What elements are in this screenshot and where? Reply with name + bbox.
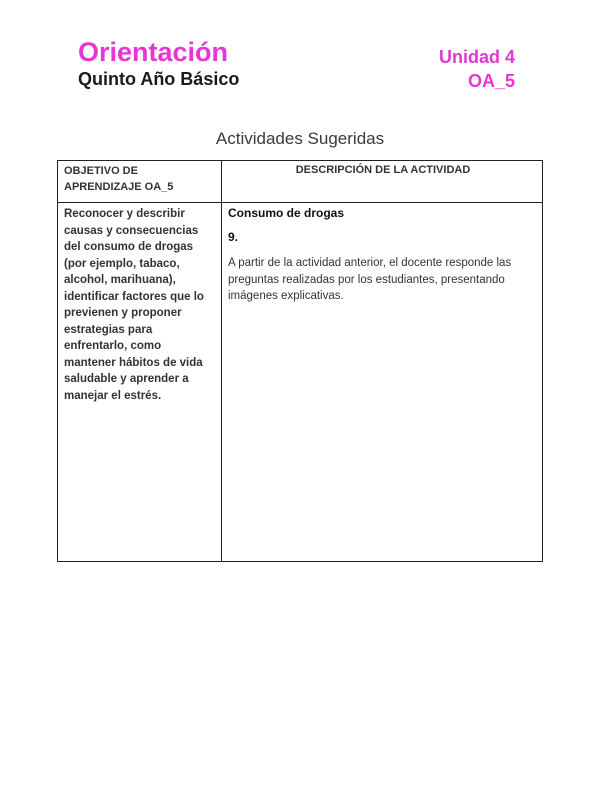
course-title: Quinto Año Básico — [78, 69, 240, 89]
objective-column-header: OBJETIVO DE APRENDIZAJE OA_5 — [64, 165, 174, 193]
oa-label: OA_5 — [467, 71, 515, 91]
activity-heading: Consumo de drogas — [228, 206, 345, 220]
objective-cell: Reconocer y describir causas y consecuencias del consumo de drogas (por ejemplo, tabaco, alcohol, marihuana), identificar factores que lo previenen y proponer estrategias para enfrentarlo, como mantener hábitos de vida saludable y aprender a manejar el estrés. — [64, 208, 204, 402]
activity-table — [57, 160, 543, 562]
activity-number: 9. — [228, 230, 239, 244]
description-column-header: DESCRIPCIÓN DE LA ACTIVIDAD — [295, 164, 471, 176]
subject-title: Orientación — [78, 37, 229, 67]
table-header-row — [58, 161, 542, 203]
column-divider — [221, 161, 222, 561]
section-title: Actividades Sugeridas — [215, 129, 385, 148]
unit-label: Unidad 4 — [438, 47, 515, 67]
activity-description: A partir de la actividad anterior, el docente responde las preguntas realizadas por los estudiantes, presentando imágenes explicativas. — [228, 257, 512, 302]
